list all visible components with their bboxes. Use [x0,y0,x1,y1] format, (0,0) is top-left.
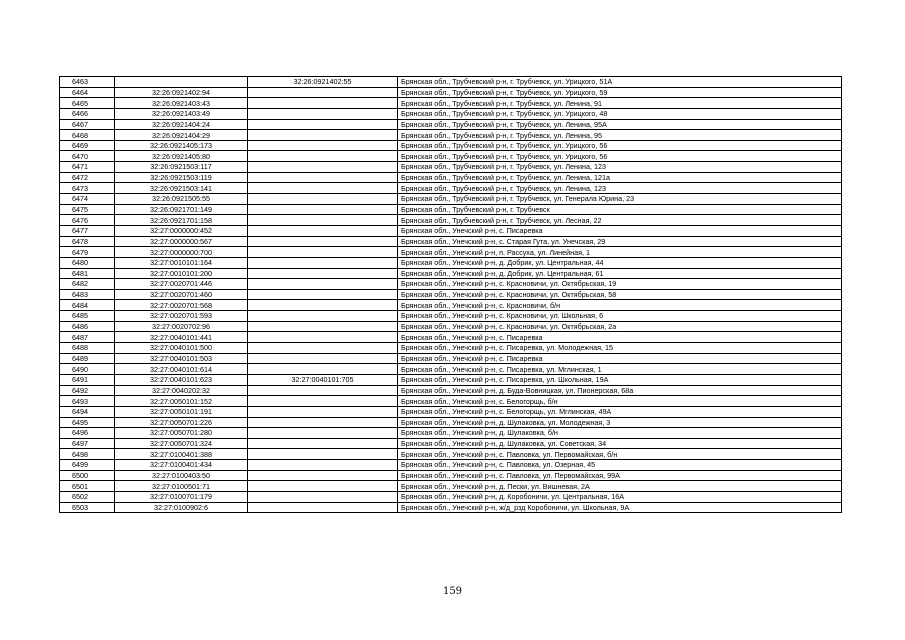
row-number-cell: 6481 [60,268,115,279]
related-cadastral-number-cell [248,353,398,364]
table-row [60,257,842,268]
row-number-cell: 6493 [60,396,115,407]
cadastral-number-cell: 32:27:0000000:567 [115,236,248,247]
related-cadastral-number-cell [248,162,398,173]
row-number-cell: 6478 [60,236,115,247]
cadastral-number-cell: 32:26:0921701:149 [115,204,248,215]
cadastral-number-cell: 32:26:0921402:94 [115,87,248,98]
row-number-cell: 6499 [60,460,115,471]
table-row [60,119,842,130]
cadastral-number-cell: 32:26:0921503:141 [115,183,248,194]
cadastral-number-cell: 32:27:0050701:280 [115,428,248,439]
row-number-cell: 6500 [60,470,115,481]
address-cell: Брянская обл., Унечский р-н, с. Белогорщь, б/н [398,396,842,407]
row-number-cell: 6485 [60,311,115,322]
related-cadastral-number-cell [248,119,398,130]
cadastral-number-cell: 32:27:0050101:191 [115,406,248,417]
cadastral-number-cell: 32:27:0050101:152 [115,396,248,407]
related-cadastral-number-cell [248,108,398,119]
cadastral-number-cell: 32:26:0921701:158 [115,215,248,226]
address-cell: Брянская обл., Унечский р-н, д. Шулаковка, ул. Молодежная, 3 [398,417,842,428]
table-row [60,236,842,247]
address-cell: Брянская обл., Унечский р-н, с. Красновичи, ул. Школьная, 6 [398,311,842,322]
table-row [60,98,842,109]
row-number-cell: 6463 [60,77,115,88]
address-cell: Брянская обл., Трубчевский р-н, г. Трубчевск, ул. Урицкого, 56 [398,151,842,162]
address-cell: Брянская обл., Унечский р-н, с. Красновичи, б/н [398,300,842,311]
table-row [60,300,842,311]
table-row [60,77,842,88]
row-number-cell: 6494 [60,406,115,417]
address-cell: Брянская обл., Унечский р-н, с. Павловка, ул. Первомайская, б/н [398,449,842,460]
related-cadastral-number-cell [248,406,398,417]
address-cell: Брянская обл., Унечский р-н, с. Писаревка [398,353,842,364]
table-row [60,183,842,194]
address-cell: Брянская обл., Унечский р-н, ж/д_рзд Коробоничи, ул. Школьная, 9А [398,502,842,513]
cadastral-number-cell: 32:26:0921404:29 [115,130,248,141]
table-row [60,289,842,300]
address-cell: Брянская обл., Унечский р-н, п. Рассуха, ул. Линейная, 1 [398,247,842,258]
cadastral-number-cell: 32:27:0100401:388 [115,449,248,460]
address-cell: Брянская обл., Унечский р-н, с. Красновичи, ул. Октябрьская, 19 [398,279,842,290]
row-number-cell: 6492 [60,385,115,396]
related-cadastral-number-cell [248,460,398,471]
related-cadastral-number-cell [248,502,398,513]
cadastral-number-cell: 32:26:0921503:117 [115,162,248,173]
cadastral-number-cell: 32:27:0050701:324 [115,438,248,449]
related-cadastral-number-cell [248,98,398,109]
cadastral-number-cell: 32:27:0000000:452 [115,225,248,236]
table-row [60,215,842,226]
related-cadastral-number-cell [248,130,398,141]
related-cadastral-number-cell [248,194,398,205]
cadastral-number-cell: 32:26:0921403:43 [115,98,248,109]
cadastral-number-cell: 32:27:0010101:164 [115,257,248,268]
row-number-cell: 6476 [60,215,115,226]
table-row [60,130,842,141]
cadastral-number-cell: 32:27:0040101:503 [115,353,248,364]
table-row [60,481,842,492]
row-number-cell: 6498 [60,449,115,460]
cadastral-number-cell: 32:27:0020701:568 [115,300,248,311]
row-number-cell: 6502 [60,491,115,502]
related-cadastral-number-cell [248,257,398,268]
row-number-cell: 6473 [60,183,115,194]
table-row [60,417,842,428]
table-row [60,311,842,322]
table-row [60,108,842,119]
row-number-cell: 6491 [60,374,115,385]
table-row [60,460,842,471]
row-number-cell: 6479 [60,247,115,258]
cadastral-number-cell: 32:27:0100501:71 [115,481,248,492]
related-cadastral-number-cell [248,87,398,98]
address-cell: Брянская обл., Трубчевский р-н, г. Трубчевск, ул. Ленина, 95А [398,119,842,130]
row-number-cell: 6469 [60,140,115,151]
registry-table-body [60,77,842,513]
table-row [60,268,842,279]
related-cadastral-number-cell [248,300,398,311]
cadastral-number-cell: 32:27:0020701:446 [115,279,248,290]
cadastral-number-cell: 32:27:0050701:226 [115,417,248,428]
cadastral-number-cell: 32:27:0040101:441 [115,332,248,343]
row-number-cell: 6480 [60,257,115,268]
related-cadastral-number-cell [248,321,398,332]
address-cell: Брянская обл., Унечский р-н, д. Шулаковка, б/н [398,428,842,439]
related-cadastral-number-cell [248,289,398,300]
address-cell: Брянская обл., Унечский р-н, д. Коробоничи, ул. Центральная, 16А [398,491,842,502]
related-cadastral-number-cell [248,247,398,258]
address-cell: Брянская обл., Трубчевский р-н, г. Трубчевск, ул. Урицкого, 48 [398,108,842,119]
cadastral-number-cell: 32:26:0921404:24 [115,119,248,130]
table-row [60,385,842,396]
cadastral-number-cell [115,77,248,88]
related-cadastral-number-cell [248,470,398,481]
address-cell: Брянская обл., Трубчевский р-н, г. Трубчевск, ул. Урицкого, 56 [398,140,842,151]
address-cell: Брянская обл., Трубчевский р-н, г. Трубчевск, ул. Ленина, 123 [398,162,842,173]
address-cell: Брянская обл., Унечский р-н, д. Буда-Вовницкая, ул. Пионерская, 68а [398,385,842,396]
cadastral-number-cell: 32:27:0010101:200 [115,268,248,279]
cadastral-number-cell: 32:27:0040202:32 [115,385,248,396]
related-cadastral-number-cell [248,204,398,215]
table-row [60,343,842,354]
related-cadastral-number-cell [248,491,398,502]
registry-table [59,76,842,513]
row-number-cell: 6495 [60,417,115,428]
table-row [60,406,842,417]
row-number-cell: 6490 [60,364,115,375]
row-number-cell: 6486 [60,321,115,332]
row-number-cell: 6474 [60,194,115,205]
row-number-cell: 6487 [60,332,115,343]
cadastral-number-cell: 32:27:0100401:434 [115,460,248,471]
address-cell: Брянская обл., Унечский р-н, с. Красновичи, ул. Октябрьская, 58 [398,289,842,300]
related-cadastral-number-cell [248,279,398,290]
cadastral-number-cell: 32:27:0100902:6 [115,502,248,513]
address-cell: Брянская обл., Трубчевский р-н, г. Трубчевск, ул. Урицкого, 59 [398,87,842,98]
related-cadastral-number-cell [248,140,398,151]
row-number-cell: 6475 [60,204,115,215]
address-cell: Брянская обл., Унечский р-н, с. Писаревка, ул. Мглинская, 1 [398,364,842,375]
related-cadastral-number-cell [248,364,398,375]
row-number-cell: 6489 [60,353,115,364]
address-cell: Брянская обл., Унечский р-н, с. Писаревка [398,332,842,343]
table-row [60,396,842,407]
cadastral-number-cell: 32:26:0921405:80 [115,151,248,162]
related-cadastral-number-cell [248,385,398,396]
table-row [60,502,842,513]
table-row [60,225,842,236]
cadastral-number-cell: 32:27:0040101:614 [115,364,248,375]
table-row [60,374,842,385]
row-number-cell: 6470 [60,151,115,162]
related-cadastral-number-cell: 32:26:0921402:55 [248,77,398,88]
table-row [60,321,842,332]
address-cell: Брянская обл., Унечский р-н, с. Старая Гута, ул. Унечская, 29 [398,236,842,247]
table-row [60,353,842,364]
row-number-cell: 6472 [60,172,115,183]
related-cadastral-number-cell [248,449,398,460]
address-cell: Брянская обл., Трубчевский р-н, г. Трубчевск, ул. Урицкого, 51А [398,77,842,88]
related-cadastral-number-cell [248,183,398,194]
table-row [60,87,842,98]
address-cell: Брянская обл., Унечский р-н, с. Белогорщь, ул. Мглинская, 49А [398,406,842,417]
row-number-cell: 6465 [60,98,115,109]
table-row [60,162,842,173]
cadastral-number-cell: 32:27:0100403:50 [115,470,248,481]
table-row [60,279,842,290]
related-cadastral-number-cell [248,428,398,439]
related-cadastral-number-cell [248,225,398,236]
table-row [60,491,842,502]
table-row [60,194,842,205]
row-number-cell: 6468 [60,130,115,141]
related-cadastral-number-cell [248,343,398,354]
table-row [60,172,842,183]
cadastral-number-cell: 32:27:0020701:460 [115,289,248,300]
address-cell: Брянская обл., Трубчевский р-н, г. Трубчевск, ул. Лесная, 22 [398,215,842,226]
related-cadastral-number-cell: 32:27:0040101:705 [248,374,398,385]
row-number-cell: 6497 [60,438,115,449]
cadastral-number-cell: 32:27:0020701:593 [115,311,248,322]
table-row [60,438,842,449]
row-number-cell: 6477 [60,225,115,236]
address-cell: Брянская обл., Трубчевский р-н, г. Трубчевск, ул. Ленина, 95 [398,130,842,141]
cadastral-number-cell: 32:27:0040101:623 [115,374,248,385]
related-cadastral-number-cell [248,172,398,183]
cadastral-number-cell: 32:27:0020702:96 [115,321,248,332]
related-cadastral-number-cell [248,481,398,492]
table-row [60,247,842,258]
row-number-cell: 6484 [60,300,115,311]
row-number-cell: 6482 [60,279,115,290]
address-cell: Брянская обл., Трубчевский р-н, г. Трубчевск, ул. Ленина, 123 [398,183,842,194]
table-row [60,140,842,151]
related-cadastral-number-cell [248,215,398,226]
address-cell: Брянская обл., Унечский р-н, с. Павловка, ул. Первомайская, 99А [398,470,842,481]
row-number-cell: 6496 [60,428,115,439]
cadastral-number-cell: 32:26:0921405:173 [115,140,248,151]
row-number-cell: 6466 [60,108,115,119]
address-cell: Брянская обл., Унечский р-н, с. Писаревка [398,225,842,236]
address-cell: Брянская обл., Унечский р-н, с. Писаревка, ул. Молодежная, 15 [398,343,842,354]
page-number: 159 [442,586,463,597]
cadastral-number-cell: 32:26:0921403:49 [115,108,248,119]
related-cadastral-number-cell [248,268,398,279]
row-number-cell: 6467 [60,119,115,130]
address-cell: Брянская обл., Унечский р-н, с. Красновичи, ул. Октябрьская, 2а [398,321,842,332]
row-number-cell: 6464 [60,87,115,98]
related-cadastral-number-cell [248,438,398,449]
address-cell: Брянская обл., Трубчевский р-н, г. Трубчевск, ул. Ленина, 121а [398,172,842,183]
address-cell: Брянская обл., Унечский р-н, д. Добрик, ул. Центральная, 61 [398,268,842,279]
row-number-cell: 6483 [60,289,115,300]
address-cell: Брянская обл., Трубчевский р-н, г. Трубчевск, ул. Генерала Юрина, 23 [398,194,842,205]
address-cell: Брянская обл., Трубчевский р-н, г. Трубчевск [398,204,842,215]
table-row [60,364,842,375]
related-cadastral-number-cell [248,396,398,407]
row-number-cell: 6501 [60,481,115,492]
address-cell: Брянская обл., Унечский р-н, д. Добрик, ул. Центральная, 44 [398,257,842,268]
address-cell: Брянская обл., Унечский р-н, с. Павловка, ул. Озерная, 45 [398,460,842,471]
table-row [60,204,842,215]
address-cell: Брянская обл., Унечский р-н, д. Пески, ул. Вишневая, 2А [398,481,842,492]
address-cell: Брянская обл., Унечский р-н, с. Писаревка, ул. Школьная, 19А [398,374,842,385]
table-row [60,449,842,460]
row-number-cell: 6471 [60,162,115,173]
table-row [60,332,842,343]
row-number-cell: 6488 [60,343,115,354]
related-cadastral-number-cell [248,151,398,162]
cadastral-number-cell: 32:27:0100701:179 [115,491,248,502]
related-cadastral-number-cell [248,311,398,322]
address-cell: Брянская обл., Унечский р-н, д. Шулаковка, ул. Советская, 34 [398,438,842,449]
related-cadastral-number-cell [248,417,398,428]
cadastral-number-cell: 32:27:0040101:500 [115,343,248,354]
cadastral-number-cell: 32:26:0921503:119 [115,172,248,183]
row-number-cell: 6503 [60,502,115,513]
table-row [60,428,842,439]
table-row [60,470,842,481]
address-cell: Брянская обл., Трубчевский р-н, г. Трубчевск, ул. Ленина, 91 [398,98,842,109]
table-row [60,151,842,162]
cadastral-number-cell: 32:27:0000000:700 [115,247,248,258]
related-cadastral-number-cell [248,332,398,343]
related-cadastral-number-cell [248,236,398,247]
cadastral-number-cell: 32:26:0921505:55 [115,194,248,205]
